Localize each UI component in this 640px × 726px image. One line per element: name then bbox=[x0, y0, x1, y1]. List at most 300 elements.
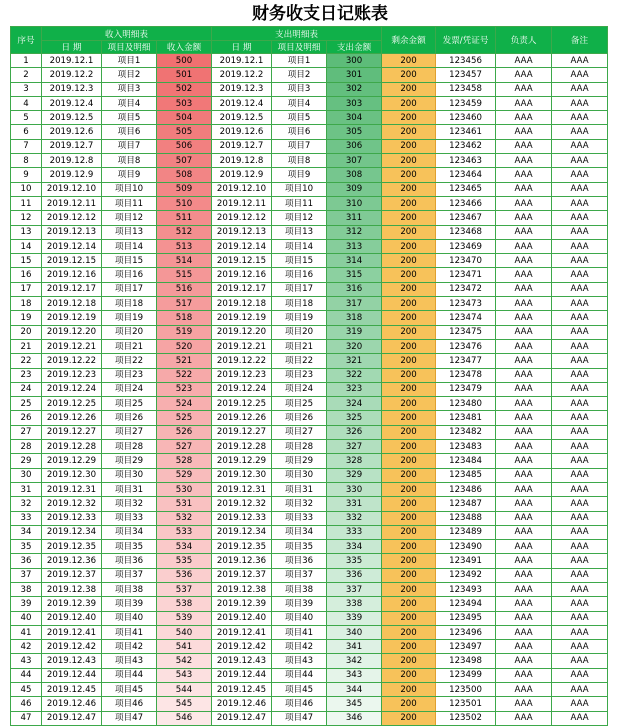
cell-invoice[interactable]: 123465 bbox=[436, 182, 496, 196]
cell-invoice[interactable]: 123469 bbox=[436, 239, 496, 253]
cell-invoice[interactable]: 123500 bbox=[436, 683, 496, 697]
cell-income-date[interactable]: 2019.12.19 bbox=[42, 311, 102, 325]
cell-expense-item[interactable]: 项目43 bbox=[272, 654, 327, 668]
cell-owner[interactable]: AAA bbox=[496, 540, 552, 554]
cell-seq[interactable]: 38 bbox=[11, 582, 42, 596]
cell-expense-date[interactable]: 2019.12.11 bbox=[212, 196, 272, 210]
cell-expense-item[interactable]: 项目40 bbox=[272, 611, 327, 625]
cell-note[interactable]: AAA bbox=[552, 282, 608, 296]
cell-income-date[interactable]: 2019.12.3 bbox=[42, 82, 102, 96]
cell-seq[interactable]: 35 bbox=[11, 540, 42, 554]
cell-expense-date[interactable]: 2019.12.27 bbox=[212, 425, 272, 439]
cell-expense-item[interactable]: 项目30 bbox=[272, 468, 327, 482]
cell-income-amount[interactable]: 512 bbox=[157, 225, 212, 239]
cell-owner[interactable]: AAA bbox=[496, 282, 552, 296]
cell-note[interactable]: AAA bbox=[552, 225, 608, 239]
cell-income-amount[interactable]: 518 bbox=[157, 311, 212, 325]
cell-note[interactable]: AAA bbox=[552, 497, 608, 511]
cell-note[interactable]: AAA bbox=[552, 297, 608, 311]
cell-expense-item[interactable]: 项目4 bbox=[272, 96, 327, 110]
cell-remaining[interactable]: 200 bbox=[382, 697, 436, 711]
cell-expense-date[interactable]: 2019.12.39 bbox=[212, 597, 272, 611]
cell-income-date[interactable]: 2019.12.20 bbox=[42, 325, 102, 339]
cell-expense-item[interactable]: 项目33 bbox=[272, 511, 327, 525]
cell-income-item[interactable]: 项目35 bbox=[102, 540, 157, 554]
cell-expense-item[interactable]: 项目20 bbox=[272, 325, 327, 339]
cell-expense-date[interactable]: 2019.12.40 bbox=[212, 611, 272, 625]
cell-owner[interactable]: AAA bbox=[496, 225, 552, 239]
cell-invoice[interactable]: 123458 bbox=[436, 82, 496, 96]
cell-income-amount[interactable]: 503 bbox=[157, 96, 212, 110]
cell-expense-item[interactable]: 项目34 bbox=[272, 525, 327, 539]
cell-income-item[interactable]: 项目11 bbox=[102, 196, 157, 210]
cell-invoice[interactable]: 123491 bbox=[436, 554, 496, 568]
cell-owner[interactable]: AAA bbox=[496, 382, 552, 396]
cell-remaining[interactable]: 200 bbox=[382, 354, 436, 368]
cell-seq[interactable]: 42 bbox=[11, 640, 42, 654]
cell-remaining[interactable]: 200 bbox=[382, 139, 436, 153]
cell-expense-amount[interactable]: 308 bbox=[327, 168, 382, 182]
cell-invoice[interactable]: 123479 bbox=[436, 382, 496, 396]
cell-note[interactable]: AAA bbox=[552, 668, 608, 682]
cell-income-item[interactable]: 项目40 bbox=[102, 611, 157, 625]
cell-invoice[interactable]: 123475 bbox=[436, 325, 496, 339]
cell-seq[interactable]: 40 bbox=[11, 611, 42, 625]
cell-expense-item[interactable]: 项目11 bbox=[272, 196, 327, 210]
cell-note[interactable]: AAA bbox=[552, 311, 608, 325]
cell-income-date[interactable]: 2019.12.5 bbox=[42, 111, 102, 125]
cell-income-item[interactable]: 项目33 bbox=[102, 511, 157, 525]
cell-note[interactable]: AAA bbox=[552, 540, 608, 554]
cell-owner[interactable]: AAA bbox=[496, 354, 552, 368]
cell-income-item[interactable]: 项目9 bbox=[102, 168, 157, 182]
cell-invoice[interactable]: 123499 bbox=[436, 668, 496, 682]
cell-invoice[interactable]: 123473 bbox=[436, 297, 496, 311]
cell-remaining[interactable]: 200 bbox=[382, 554, 436, 568]
cell-income-date[interactable]: 2019.12.47 bbox=[42, 711, 102, 725]
cell-income-date[interactable]: 2019.12.44 bbox=[42, 668, 102, 682]
cell-note[interactable]: AAA bbox=[552, 711, 608, 725]
cell-income-amount[interactable]: 538 bbox=[157, 597, 212, 611]
cell-income-amount[interactable]: 534 bbox=[157, 540, 212, 554]
cell-income-amount[interactable]: 542 bbox=[157, 654, 212, 668]
cell-owner[interactable]: AAA bbox=[496, 196, 552, 210]
cell-note[interactable]: AAA bbox=[552, 254, 608, 268]
cell-expense-amount[interactable]: 303 bbox=[327, 96, 382, 110]
cell-expense-amount[interactable]: 310 bbox=[327, 196, 382, 210]
cell-expense-amount[interactable]: 320 bbox=[327, 339, 382, 353]
cell-invoice[interactable]: 123476 bbox=[436, 339, 496, 353]
cell-expense-date[interactable]: 2019.12.41 bbox=[212, 625, 272, 639]
cell-note[interactable]: AAA bbox=[552, 640, 608, 654]
cell-income-date[interactable]: 2019.12.31 bbox=[42, 482, 102, 496]
cell-expense-date[interactable]: 2019.12.10 bbox=[212, 182, 272, 196]
cell-owner[interactable]: AAA bbox=[496, 154, 552, 168]
cell-invoice[interactable]: 123487 bbox=[436, 497, 496, 511]
cell-income-item[interactable]: 项目25 bbox=[102, 397, 157, 411]
cell-invoice[interactable]: 123456 bbox=[436, 54, 496, 68]
cell-income-item[interactable]: 项目7 bbox=[102, 139, 157, 153]
cell-remaining[interactable]: 200 bbox=[382, 168, 436, 182]
cell-note[interactable]: AAA bbox=[552, 268, 608, 282]
cell-expense-amount[interactable]: 312 bbox=[327, 225, 382, 239]
cell-note[interactable]: AAA bbox=[552, 683, 608, 697]
cell-expense-amount[interactable]: 340 bbox=[327, 625, 382, 639]
cell-owner[interactable]: AAA bbox=[496, 497, 552, 511]
cell-expense-amount[interactable]: 326 bbox=[327, 425, 382, 439]
cell-expense-item[interactable]: 项目17 bbox=[272, 282, 327, 296]
cell-expense-amount[interactable]: 311 bbox=[327, 211, 382, 225]
cell-invoice[interactable]: 123494 bbox=[436, 597, 496, 611]
cell-note[interactable]: AAA bbox=[552, 511, 608, 525]
cell-expense-date[interactable]: 2019.12.35 bbox=[212, 540, 272, 554]
cell-expense-amount[interactable]: 300 bbox=[327, 54, 382, 68]
cell-owner[interactable]: AAA bbox=[496, 182, 552, 196]
cell-income-item[interactable]: 项目32 bbox=[102, 497, 157, 511]
cell-seq[interactable]: 30 bbox=[11, 468, 42, 482]
cell-expense-amount[interactable]: 342 bbox=[327, 654, 382, 668]
cell-income-item[interactable]: 项目4 bbox=[102, 96, 157, 110]
cell-note[interactable]: AAA bbox=[552, 482, 608, 496]
cell-invoice[interactable]: 123470 bbox=[436, 254, 496, 268]
cell-invoice[interactable]: 123460 bbox=[436, 111, 496, 125]
cell-expense-date[interactable]: 2019.12.47 bbox=[212, 711, 272, 725]
cell-income-item[interactable]: 项目46 bbox=[102, 697, 157, 711]
cell-remaining[interactable]: 200 bbox=[382, 282, 436, 296]
cell-income-item[interactable]: 项目37 bbox=[102, 568, 157, 582]
cell-income-date[interactable]: 2019.12.16 bbox=[42, 268, 102, 282]
cell-remaining[interactable]: 200 bbox=[382, 482, 436, 496]
cell-income-amount[interactable]: 528 bbox=[157, 454, 212, 468]
cell-owner[interactable]: AAA bbox=[496, 482, 552, 496]
cell-income-item[interactable]: 项目1 bbox=[102, 54, 157, 68]
cell-invoice[interactable]: 123467 bbox=[436, 211, 496, 225]
cell-income-item[interactable]: 项目36 bbox=[102, 554, 157, 568]
cell-seq[interactable]: 45 bbox=[11, 683, 42, 697]
cell-note[interactable]: AAA bbox=[552, 568, 608, 582]
cell-expense-date[interactable]: 2019.12.24 bbox=[212, 382, 272, 396]
cell-seq[interactable]: 39 bbox=[11, 597, 42, 611]
cell-owner[interactable]: AAA bbox=[496, 511, 552, 525]
cell-seq[interactable]: 22 bbox=[11, 354, 42, 368]
cell-invoice[interactable]: 123472 bbox=[436, 282, 496, 296]
cell-expense-item[interactable]: 项目29 bbox=[272, 454, 327, 468]
cell-income-amount[interactable]: 532 bbox=[157, 511, 212, 525]
cell-invoice[interactable]: 123478 bbox=[436, 368, 496, 382]
cell-expense-amount[interactable]: 314 bbox=[327, 254, 382, 268]
cell-income-date[interactable]: 2019.12.9 bbox=[42, 168, 102, 182]
cell-remaining[interactable]: 200 bbox=[382, 425, 436, 439]
cell-expense-date[interactable]: 2019.12.36 bbox=[212, 554, 272, 568]
cell-expense-date[interactable]: 2019.12.6 bbox=[212, 125, 272, 139]
cell-invoice[interactable]: 123481 bbox=[436, 411, 496, 425]
cell-expense-date[interactable]: 2019.12.22 bbox=[212, 354, 272, 368]
cell-expense-amount[interactable]: 315 bbox=[327, 268, 382, 282]
cell-income-amount[interactable]: 530 bbox=[157, 482, 212, 496]
cell-expense-date[interactable]: 2019.12.2 bbox=[212, 68, 272, 82]
cell-note[interactable]: AAA bbox=[552, 440, 608, 454]
cell-note[interactable]: AAA bbox=[552, 468, 608, 482]
cell-remaining[interactable]: 200 bbox=[382, 382, 436, 396]
cell-income-item[interactable]: 项目15 bbox=[102, 254, 157, 268]
cell-expense-amount[interactable]: 309 bbox=[327, 182, 382, 196]
cell-seq[interactable]: 32 bbox=[11, 497, 42, 511]
cell-owner[interactable]: AAA bbox=[496, 640, 552, 654]
cell-expense-date[interactable]: 2019.12.19 bbox=[212, 311, 272, 325]
cell-invoice[interactable]: 123482 bbox=[436, 425, 496, 439]
cell-owner[interactable]: AAA bbox=[496, 68, 552, 82]
cell-income-amount[interactable]: 504 bbox=[157, 111, 212, 125]
cell-expense-date[interactable]: 2019.12.15 bbox=[212, 254, 272, 268]
cell-expense-amount[interactable]: 345 bbox=[327, 697, 382, 711]
cell-income-item[interactable]: 项目28 bbox=[102, 440, 157, 454]
cell-income-amount[interactable]: 541 bbox=[157, 640, 212, 654]
cell-expense-amount[interactable]: 344 bbox=[327, 683, 382, 697]
cell-expense-amount[interactable]: 305 bbox=[327, 125, 382, 139]
cell-owner[interactable]: AAA bbox=[496, 668, 552, 682]
cell-expense-item[interactable]: 项目21 bbox=[272, 339, 327, 353]
cell-income-item[interactable]: 项目44 bbox=[102, 668, 157, 682]
cell-seq[interactable]: 2 bbox=[11, 68, 42, 82]
cell-owner[interactable]: AAA bbox=[496, 111, 552, 125]
cell-income-date[interactable]: 2019.12.8 bbox=[42, 154, 102, 168]
cell-expense-date[interactable]: 2019.12.14 bbox=[212, 239, 272, 253]
cell-income-date[interactable]: 2019.12.17 bbox=[42, 282, 102, 296]
cell-expense-item[interactable]: 项目28 bbox=[272, 440, 327, 454]
cell-owner[interactable]: AAA bbox=[496, 411, 552, 425]
cell-owner[interactable]: AAA bbox=[496, 125, 552, 139]
cell-owner[interactable]: AAA bbox=[496, 54, 552, 68]
cell-owner[interactable]: AAA bbox=[496, 440, 552, 454]
cell-expense-item[interactable]: 项目31 bbox=[272, 482, 327, 496]
cell-income-amount[interactable]: 539 bbox=[157, 611, 212, 625]
cell-expense-date[interactable]: 2019.12.8 bbox=[212, 154, 272, 168]
cell-expense-amount[interactable]: 306 bbox=[327, 139, 382, 153]
cell-invoice[interactable]: 123502 bbox=[436, 711, 496, 725]
cell-remaining[interactable]: 200 bbox=[382, 711, 436, 725]
cell-expense-item[interactable]: 项目10 bbox=[272, 182, 327, 196]
cell-owner[interactable]: AAA bbox=[496, 697, 552, 711]
cell-expense-date[interactable]: 2019.12.3 bbox=[212, 82, 272, 96]
cell-invoice[interactable]: 123459 bbox=[436, 96, 496, 110]
cell-expense-amount[interactable]: 330 bbox=[327, 482, 382, 496]
cell-remaining[interactable]: 200 bbox=[382, 111, 436, 125]
cell-expense-item[interactable]: 项目36 bbox=[272, 554, 327, 568]
cell-expense-amount[interactable]: 328 bbox=[327, 454, 382, 468]
cell-note[interactable]: AAA bbox=[552, 354, 608, 368]
cell-expense-amount[interactable]: 339 bbox=[327, 611, 382, 625]
cell-expense-date[interactable]: 2019.12.1 bbox=[212, 54, 272, 68]
cell-income-item[interactable]: 项目39 bbox=[102, 597, 157, 611]
cell-expense-item[interactable]: 项目12 bbox=[272, 211, 327, 225]
cell-remaining[interactable]: 200 bbox=[382, 339, 436, 353]
cell-income-item[interactable]: 项目38 bbox=[102, 582, 157, 596]
cell-expense-amount[interactable]: 301 bbox=[327, 68, 382, 82]
cell-note[interactable]: AAA bbox=[552, 111, 608, 125]
cell-income-amount[interactable]: 515 bbox=[157, 268, 212, 282]
cell-remaining[interactable]: 200 bbox=[382, 325, 436, 339]
cell-expense-date[interactable]: 2019.12.21 bbox=[212, 339, 272, 353]
cell-note[interactable]: AAA bbox=[552, 154, 608, 168]
cell-income-amount[interactable]: 520 bbox=[157, 339, 212, 353]
cell-owner[interactable]: AAA bbox=[496, 568, 552, 582]
cell-seq[interactable]: 12 bbox=[11, 211, 42, 225]
cell-expense-amount[interactable]: 304 bbox=[327, 111, 382, 125]
cell-expense-item[interactable]: 项目3 bbox=[272, 82, 327, 96]
cell-income-date[interactable]: 2019.12.14 bbox=[42, 239, 102, 253]
cell-expense-date[interactable]: 2019.12.26 bbox=[212, 411, 272, 425]
cell-note[interactable]: AAA bbox=[552, 82, 608, 96]
cell-income-amount[interactable]: 527 bbox=[157, 440, 212, 454]
cell-note[interactable]: AAA bbox=[552, 54, 608, 68]
cell-income-date[interactable]: 2019.12.42 bbox=[42, 640, 102, 654]
cell-seq[interactable]: 14 bbox=[11, 239, 42, 253]
cell-invoice[interactable]: 123474 bbox=[436, 311, 496, 325]
cell-expense-item[interactable]: 项目35 bbox=[272, 540, 327, 554]
cell-expense-date[interactable]: 2019.12.13 bbox=[212, 225, 272, 239]
cell-expense-date[interactable]: 2019.12.23 bbox=[212, 368, 272, 382]
cell-expense-amount[interactable]: 329 bbox=[327, 468, 382, 482]
cell-income-amount[interactable]: 517 bbox=[157, 297, 212, 311]
cell-income-amount[interactable]: 506 bbox=[157, 139, 212, 153]
cell-income-item[interactable]: 项目30 bbox=[102, 468, 157, 482]
cell-seq[interactable]: 5 bbox=[11, 111, 42, 125]
cell-expense-date[interactable]: 2019.12.20 bbox=[212, 325, 272, 339]
cell-income-date[interactable]: 2019.12.40 bbox=[42, 611, 102, 625]
cell-income-date[interactable]: 2019.12.22 bbox=[42, 354, 102, 368]
cell-expense-amount[interactable]: 332 bbox=[327, 511, 382, 525]
cell-seq[interactable]: 46 bbox=[11, 697, 42, 711]
cell-income-amount[interactable]: 519 bbox=[157, 325, 212, 339]
cell-invoice[interactable]: 123457 bbox=[436, 68, 496, 82]
cell-owner[interactable]: AAA bbox=[496, 582, 552, 596]
cell-seq[interactable]: 9 bbox=[11, 168, 42, 182]
cell-expense-date[interactable]: 2019.12.4 bbox=[212, 96, 272, 110]
cell-expense-amount[interactable]: 323 bbox=[327, 382, 382, 396]
cell-note[interactable]: AAA bbox=[552, 397, 608, 411]
cell-seq[interactable]: 43 bbox=[11, 654, 42, 668]
cell-invoice[interactable]: 123501 bbox=[436, 697, 496, 711]
cell-seq[interactable]: 13 bbox=[11, 225, 42, 239]
cell-income-amount[interactable]: 533 bbox=[157, 525, 212, 539]
cell-income-amount[interactable]: 511 bbox=[157, 211, 212, 225]
cell-income-date[interactable]: 2019.12.18 bbox=[42, 297, 102, 311]
cell-seq[interactable]: 41 bbox=[11, 625, 42, 639]
cell-income-date[interactable]: 2019.12.27 bbox=[42, 425, 102, 439]
cell-remaining[interactable]: 200 bbox=[382, 625, 436, 639]
cell-income-date[interactable]: 2019.12.29 bbox=[42, 454, 102, 468]
cell-seq[interactable]: 15 bbox=[11, 254, 42, 268]
cell-expense-amount[interactable]: 318 bbox=[327, 311, 382, 325]
cell-seq[interactable]: 10 bbox=[11, 182, 42, 196]
cell-income-date[interactable]: 2019.12.6 bbox=[42, 125, 102, 139]
cell-owner[interactable]: AAA bbox=[496, 168, 552, 182]
cell-income-date[interactable]: 2019.12.43 bbox=[42, 654, 102, 668]
cell-note[interactable]: AAA bbox=[552, 368, 608, 382]
cell-invoice[interactable]: 123461 bbox=[436, 125, 496, 139]
cell-income-amount[interactable]: 501 bbox=[157, 68, 212, 82]
cell-note[interactable]: AAA bbox=[552, 96, 608, 110]
cell-expense-date[interactable]: 2019.12.44 bbox=[212, 668, 272, 682]
cell-expense-amount[interactable]: 325 bbox=[327, 411, 382, 425]
cell-owner[interactable]: AAA bbox=[496, 525, 552, 539]
cell-expense-date[interactable]: 2019.12.25 bbox=[212, 397, 272, 411]
cell-income-amount[interactable]: 505 bbox=[157, 125, 212, 139]
cell-expense-item[interactable]: 项目24 bbox=[272, 382, 327, 396]
cell-income-item[interactable]: 项目31 bbox=[102, 482, 157, 496]
cell-income-amount[interactable]: 521 bbox=[157, 354, 212, 368]
cell-seq[interactable]: 33 bbox=[11, 511, 42, 525]
cell-seq[interactable]: 24 bbox=[11, 382, 42, 396]
cell-income-amount[interactable]: 531 bbox=[157, 497, 212, 511]
cell-seq[interactable]: 6 bbox=[11, 125, 42, 139]
cell-income-item[interactable]: 项目42 bbox=[102, 640, 157, 654]
cell-expense-amount[interactable]: 338 bbox=[327, 597, 382, 611]
cell-remaining[interactable]: 200 bbox=[382, 454, 436, 468]
cell-expense-item[interactable]: 项目47 bbox=[272, 711, 327, 725]
cell-income-amount[interactable]: 502 bbox=[157, 82, 212, 96]
cell-note[interactable]: AAA bbox=[552, 597, 608, 611]
cell-owner[interactable]: AAA bbox=[496, 297, 552, 311]
cell-seq[interactable]: 1 bbox=[11, 54, 42, 68]
cell-income-date[interactable]: 2019.12.21 bbox=[42, 339, 102, 353]
cell-income-amount[interactable]: 537 bbox=[157, 582, 212, 596]
cell-expense-item[interactable]: 项目2 bbox=[272, 68, 327, 82]
cell-income-amount[interactable]: 540 bbox=[157, 625, 212, 639]
cell-expense-item[interactable]: 项目6 bbox=[272, 125, 327, 139]
cell-seq[interactable]: 16 bbox=[11, 268, 42, 282]
cell-invoice[interactable]: 123462 bbox=[436, 139, 496, 153]
cell-expense-date[interactable]: 2019.12.33 bbox=[212, 511, 272, 525]
cell-expense-amount[interactable]: 324 bbox=[327, 397, 382, 411]
cell-note[interactable]: AAA bbox=[552, 139, 608, 153]
cell-income-date[interactable]: 2019.12.37 bbox=[42, 568, 102, 582]
cell-owner[interactable]: AAA bbox=[496, 239, 552, 253]
cell-expense-date[interactable]: 2019.12.37 bbox=[212, 568, 272, 582]
cell-owner[interactable]: AAA bbox=[496, 654, 552, 668]
cell-expense-amount[interactable]: 346 bbox=[327, 711, 382, 725]
cell-remaining[interactable]: 200 bbox=[382, 154, 436, 168]
cell-expense-item[interactable]: 项目44 bbox=[272, 668, 327, 682]
cell-income-date[interactable]: 2019.12.15 bbox=[42, 254, 102, 268]
cell-income-date[interactable]: 2019.12.34 bbox=[42, 525, 102, 539]
cell-invoice[interactable]: 123492 bbox=[436, 568, 496, 582]
cell-income-date[interactable]: 2019.12.35 bbox=[42, 540, 102, 554]
cell-income-amount[interactable]: 529 bbox=[157, 468, 212, 482]
cell-seq[interactable]: 20 bbox=[11, 325, 42, 339]
cell-owner[interactable]: AAA bbox=[496, 82, 552, 96]
cell-income-amount[interactable]: 535 bbox=[157, 554, 212, 568]
cell-invoice[interactable]: 123480 bbox=[436, 397, 496, 411]
cell-seq[interactable]: 47 bbox=[11, 711, 42, 725]
cell-income-amount[interactable]: 508 bbox=[157, 168, 212, 182]
cell-income-date[interactable]: 2019.12.1 bbox=[42, 54, 102, 68]
cell-income-amount[interactable]: 524 bbox=[157, 397, 212, 411]
cell-seq[interactable]: 31 bbox=[11, 482, 42, 496]
cell-remaining[interactable]: 200 bbox=[382, 468, 436, 482]
cell-note[interactable]: AAA bbox=[552, 625, 608, 639]
cell-remaining[interactable]: 200 bbox=[382, 654, 436, 668]
cell-expense-amount[interactable]: 335 bbox=[327, 554, 382, 568]
cell-income-amount[interactable]: 500 bbox=[157, 54, 212, 68]
cell-income-amount[interactable]: 526 bbox=[157, 425, 212, 439]
cell-income-item[interactable]: 项目23 bbox=[102, 368, 157, 382]
cell-expense-date[interactable]: 2019.12.9 bbox=[212, 168, 272, 182]
cell-invoice[interactable]: 123484 bbox=[436, 454, 496, 468]
cell-income-item[interactable]: 项目3 bbox=[102, 82, 157, 96]
cell-income-item[interactable]: 项目18 bbox=[102, 297, 157, 311]
cell-remaining[interactable]: 200 bbox=[382, 211, 436, 225]
